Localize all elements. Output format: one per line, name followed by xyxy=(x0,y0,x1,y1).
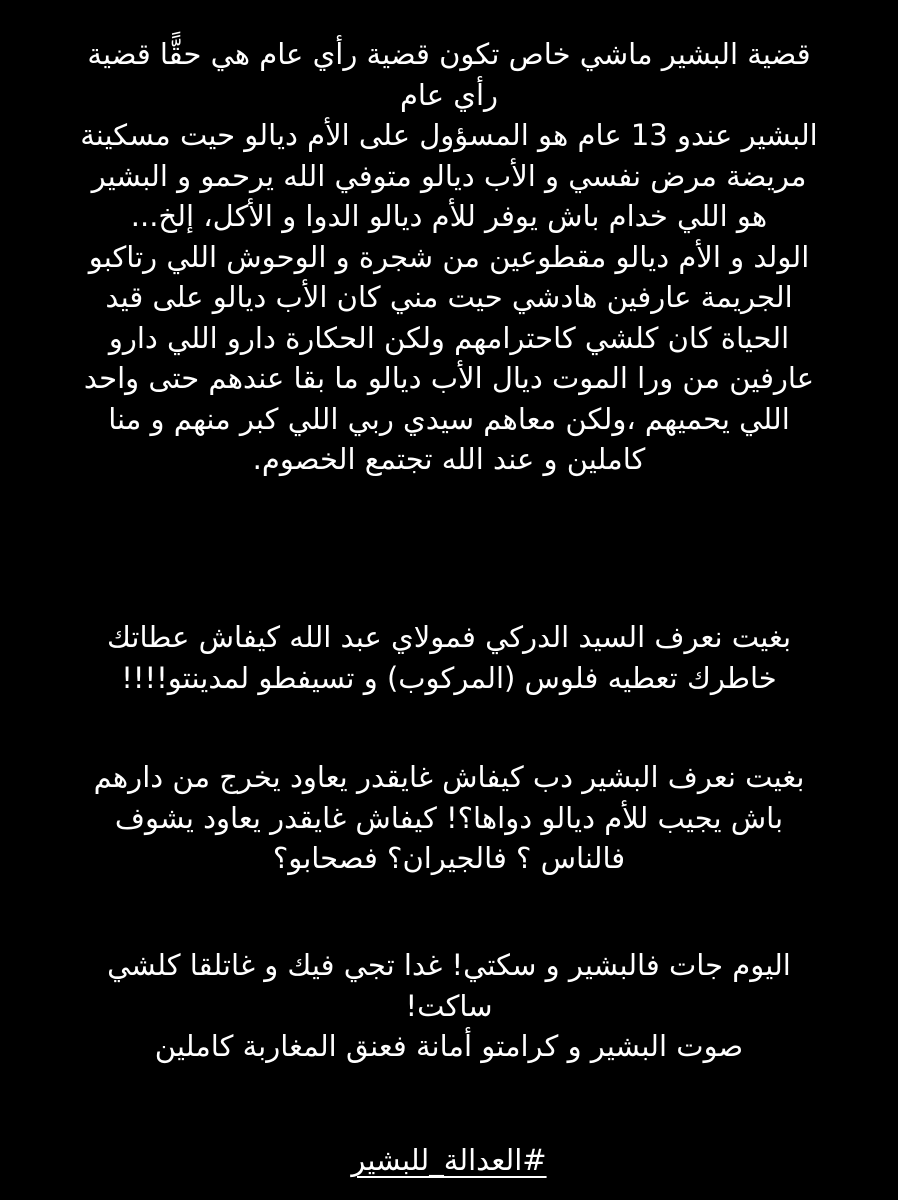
text-line: رأي عام xyxy=(399,77,499,112)
text-line: اليوم جات فالبشير و سكتي! غدا تجي فيك و غاتلقا كلشي xyxy=(107,948,791,982)
text-line: بغيت نعرف البشير دب كيفاش غايقدر يعاود يخرج من دارهم xyxy=(93,760,805,794)
paragraph-question-gendarme xyxy=(28,617,870,698)
paragraph-call-to-action xyxy=(28,945,870,1067)
text-line: قضية البشير ماشي خاص تكون قضية رأي عام هي حقًّا قضية xyxy=(87,37,811,71)
hashtag-line xyxy=(28,1140,870,1181)
text-line: صوت البشير و كرامتو أمانة فعنق المغاربة كاملين xyxy=(154,1029,744,1063)
text-line: فالناس ؟ فالجيران؟ فصحابو؟ xyxy=(272,841,626,875)
text-line: مريضة مرض نفسي و الأب ديالو متوفي الله يرحمو و البشير xyxy=(91,158,807,193)
hashtag-link[interactable]: #العدالة_للبشير xyxy=(351,1143,547,1177)
paragraph-question-future xyxy=(28,757,870,879)
paragraph-case-description xyxy=(28,34,870,480)
text-line: ساكت! xyxy=(405,988,493,1023)
text-line: باش يجيب للأم ديالو دواها؟! كيفاش غايقدر يعاود يشوف xyxy=(114,800,784,835)
text-line: الحياة كان كلشي كاحترامهم ولكن الحكارة دارو اللي دارو xyxy=(108,320,790,355)
text-line: كاملين و عند الله تجتمع الخصوم. xyxy=(252,442,646,476)
text-line: الولد و الأم ديالو مقطوعين من شجرة و الوحوش اللي رتاكبو xyxy=(88,239,810,274)
text-line: هو اللي خدام باش يوفر للأم ديالو الدوا و الأكل، إلخ... xyxy=(130,199,768,233)
text-line: خاطرك تعطيه فلوس (المركوب) و تسيفطو لمدينتو!!!! xyxy=(121,660,777,695)
text-line: بغيت نعرف السيد الدركي فمولاي عبد الله كيفاش عطاتك xyxy=(106,620,792,654)
text-line: الجريمة عارفين هادشي حيت مني كان الأب ديالو على قيد xyxy=(105,280,793,314)
text-line: البشير عندو 13 عام هو المسؤول على الأم ديالو حيت مسكينة xyxy=(80,118,818,152)
hashtag-block xyxy=(28,1140,870,1181)
text-line: عارفين من ورا الموت ديال الأب ديالو ما بقا عندهم حتى واحد xyxy=(83,361,815,395)
text-line: اللي يحميهم ،ولكن معاهم سيدي ربي اللي كبر منهم و منا xyxy=(108,401,790,436)
